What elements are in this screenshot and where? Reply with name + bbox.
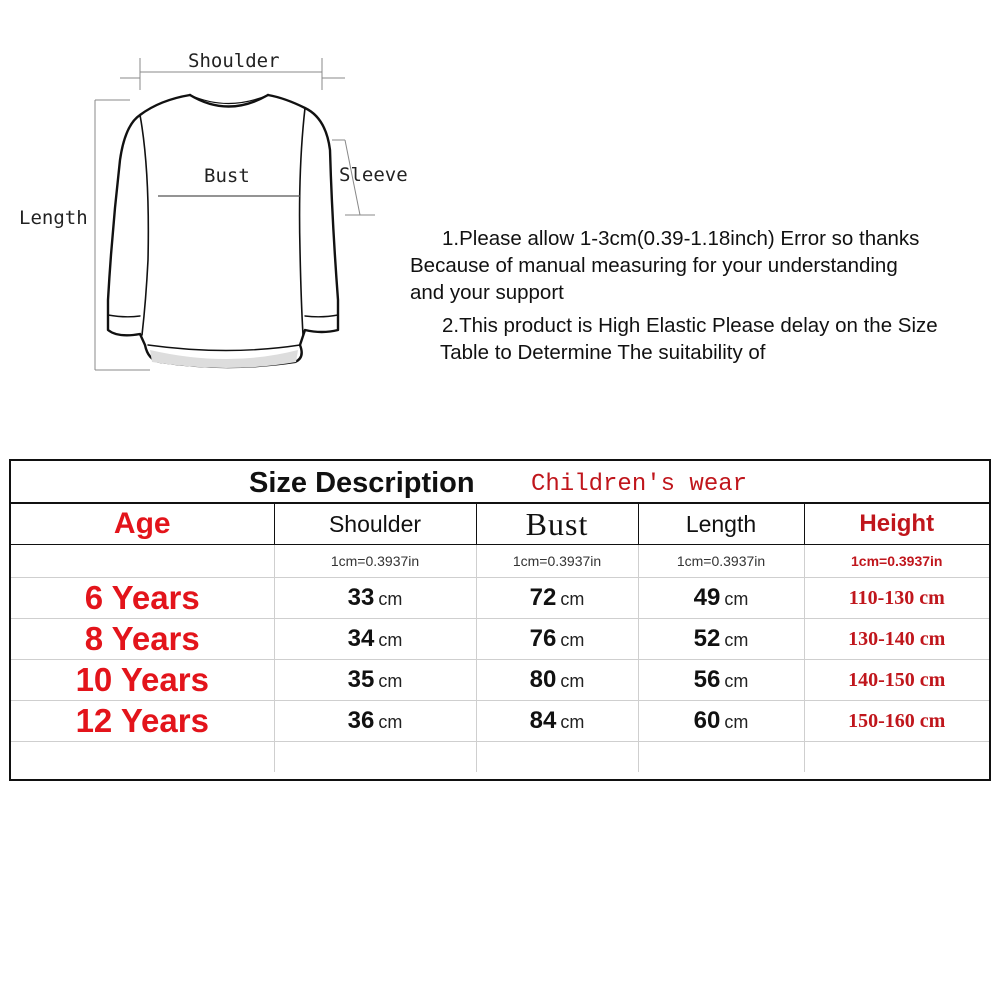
unit-shoulder: 1cm=0.3937in [274,545,476,578]
table-row [11,619,989,660]
age-cell: 10 Years [11,660,274,701]
shoulder-cell: 35 cm [274,660,476,701]
note-1-end: and your support [410,281,564,304]
table-row [11,660,989,701]
size-table-subtitle: Children's wear [531,471,748,498]
table-row [11,701,989,742]
age-cell: 6 Years [11,578,274,619]
header-height: Height [804,504,989,545]
header-age: Age [11,504,274,545]
header-row [11,504,989,545]
blank-cell [804,742,989,773]
bust-label: Bust [204,165,250,187]
sleeve-label: Sleeve [339,164,408,186]
bust-cell: 76 cm [476,619,638,660]
length-cell: 52 cm [638,619,804,660]
height-cell: 110-130 cm [804,578,989,619]
shoulder-label: Shoulder [188,50,280,72]
header-length: Length [638,504,804,545]
size-table-title: Size Description [249,467,475,499]
header-shoulder: Shoulder [274,504,476,545]
length-cell: 56 cm [638,660,804,701]
bust-cell: 80 cm [476,660,638,701]
unit-bust: 1cm=0.3937in [476,545,638,578]
blank-cell [476,742,638,773]
bust-cell: 72 cm [476,578,638,619]
unit-length: 1cm=0.3937in [638,545,804,578]
unit-height: 1cm=0.3937in [804,545,989,578]
note-2-cont: Table to Determine The suitability of [440,341,766,364]
note-2: 2.This product is High Elastic Please delay on the Size [442,314,938,337]
shoulder-cell: 36 cm [274,701,476,742]
size-grid [11,504,989,772]
note-1-cont: Because of manual measuring for your understanding [410,254,898,277]
header-bust: Bust [476,504,638,545]
blank-cell [11,742,274,773]
note-1: 1.Please allow 1-3cm(0.39-1.18inch) Error so thanks [442,227,920,250]
age-cell: 12 Years [11,701,274,742]
blank-cell [638,742,804,773]
length-label: Length [19,207,88,229]
age-cell: 8 Years [11,619,274,660]
size-table-title-row [11,461,989,504]
blank-cell [274,742,476,773]
length-cell: 60 cm [638,701,804,742]
unit-row [11,545,989,578]
measurement-notes [410,225,995,366]
shoulder-cell: 33 cm [274,578,476,619]
blank-row [11,742,989,773]
unit-age [11,545,274,578]
garment-diagram [0,0,420,400]
height-cell: 140-150 cm [804,660,989,701]
shoulder-cell: 34 cm [274,619,476,660]
height-cell: 150-160 cm [804,701,989,742]
table-row [11,578,989,619]
size-table [9,459,991,781]
length-cell: 49 cm [638,578,804,619]
bust-cell: 84 cm [476,701,638,742]
height-cell: 130-140 cm [804,619,989,660]
